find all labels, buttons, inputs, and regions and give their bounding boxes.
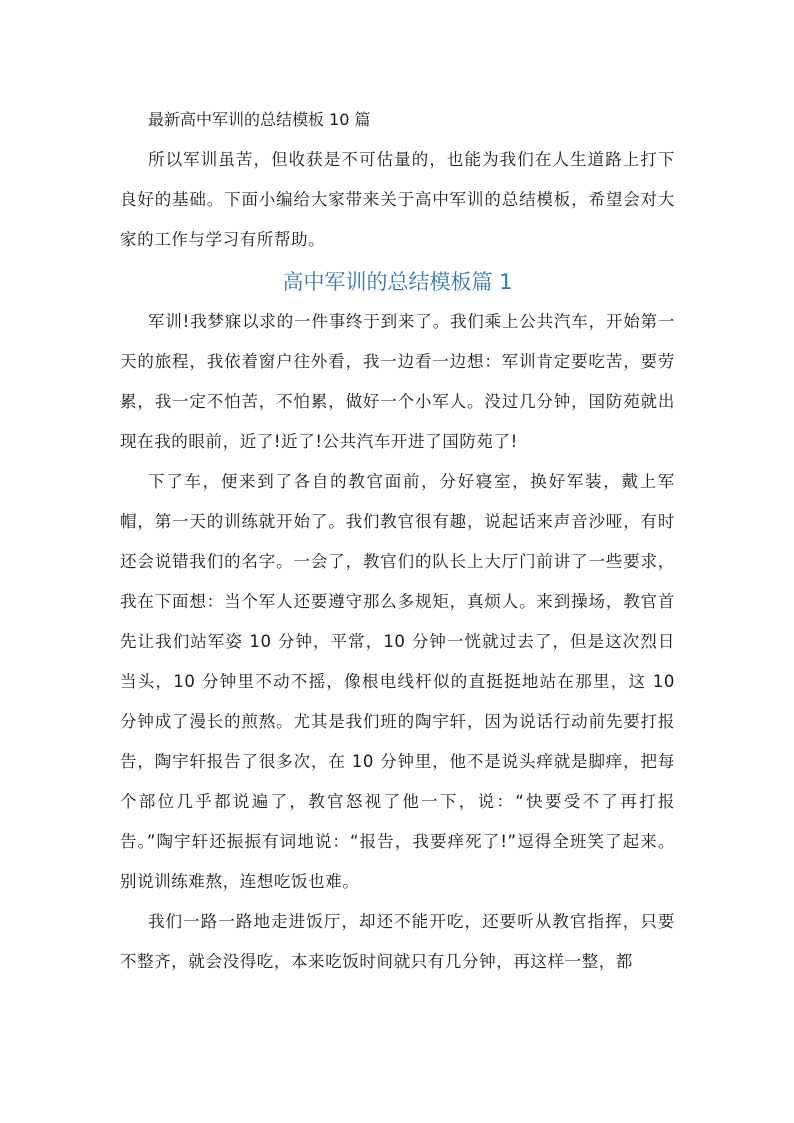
document-title: 最新高中军训的总结模板 10 篇 — [148, 110, 371, 129]
body-paragraph-2: 下了车，便来到了各自的教官面前，分好寝室，换好军装，戴上军帽，第一天的训练就开始了。我们教官很有趣，说起话来声音沙哑，有时还会说错我们的名字。一会了，教官们的队长上大厅门前讲了一些要求，我在下面想：当个军人还要遵守那么多规矩，真烦人。来到操场，教官首先让我们站军姿 10 分钟，平常，10 分钟一恍就过去了，但是这次烈日当头，10 分钟里不动不摇，像根电线杆似的直挺挺地站在那里，这 10 分钟成了漫长的煎熬。尤其是我们班的陶宇轩，因为说话行动前先要打报告，陶宇轩报告了很多次，在 10 分钟里，他不是说头痒就是脚痒，把每个部位几乎都说遍了，教官怒视了他一下，说：“快要受不了再打报告。”陶宇轩还振振有词地说：“报告，我要痒死了!”逗得全班笑了起来。别说训练难熬，连想吃饭也难。 — [120, 472, 675, 891]
section-heading: 高中军训的总结模板篇 1 — [282, 270, 513, 294]
body-paragraph-1: 军训!我梦寐以求的一件事终于到来了。我们乘上公共汽车，开始第一天的旅程，我依着窗户往外看，我一边看一边想：军训肯定要吃苦，要劳累，我一定不怕苦，不怕累，做好一个小军人。没过几分钟，国防苑就出现在我的眼前，近了!近了!公共汽车开进了国防苑了! — [120, 312, 675, 451]
body-paragraph-3: 我们一路一路地走进饭厅，却还不能开吃，还要听从教官指挥，只要不整齐，就会没得吃，本来吃饭时间就只有几分钟，再这样一整，都 — [120, 912, 675, 971]
intro-paragraph: 所以军训虽苦，但收获是不可估量的，也能为我们在人生道路上打下良好的基础。下面小编给大家带来关于高中军训的总结模板，希望会对大家的工作与学习有所帮助。 — [120, 150, 675, 249]
document-body — [120, 100, 675, 982]
